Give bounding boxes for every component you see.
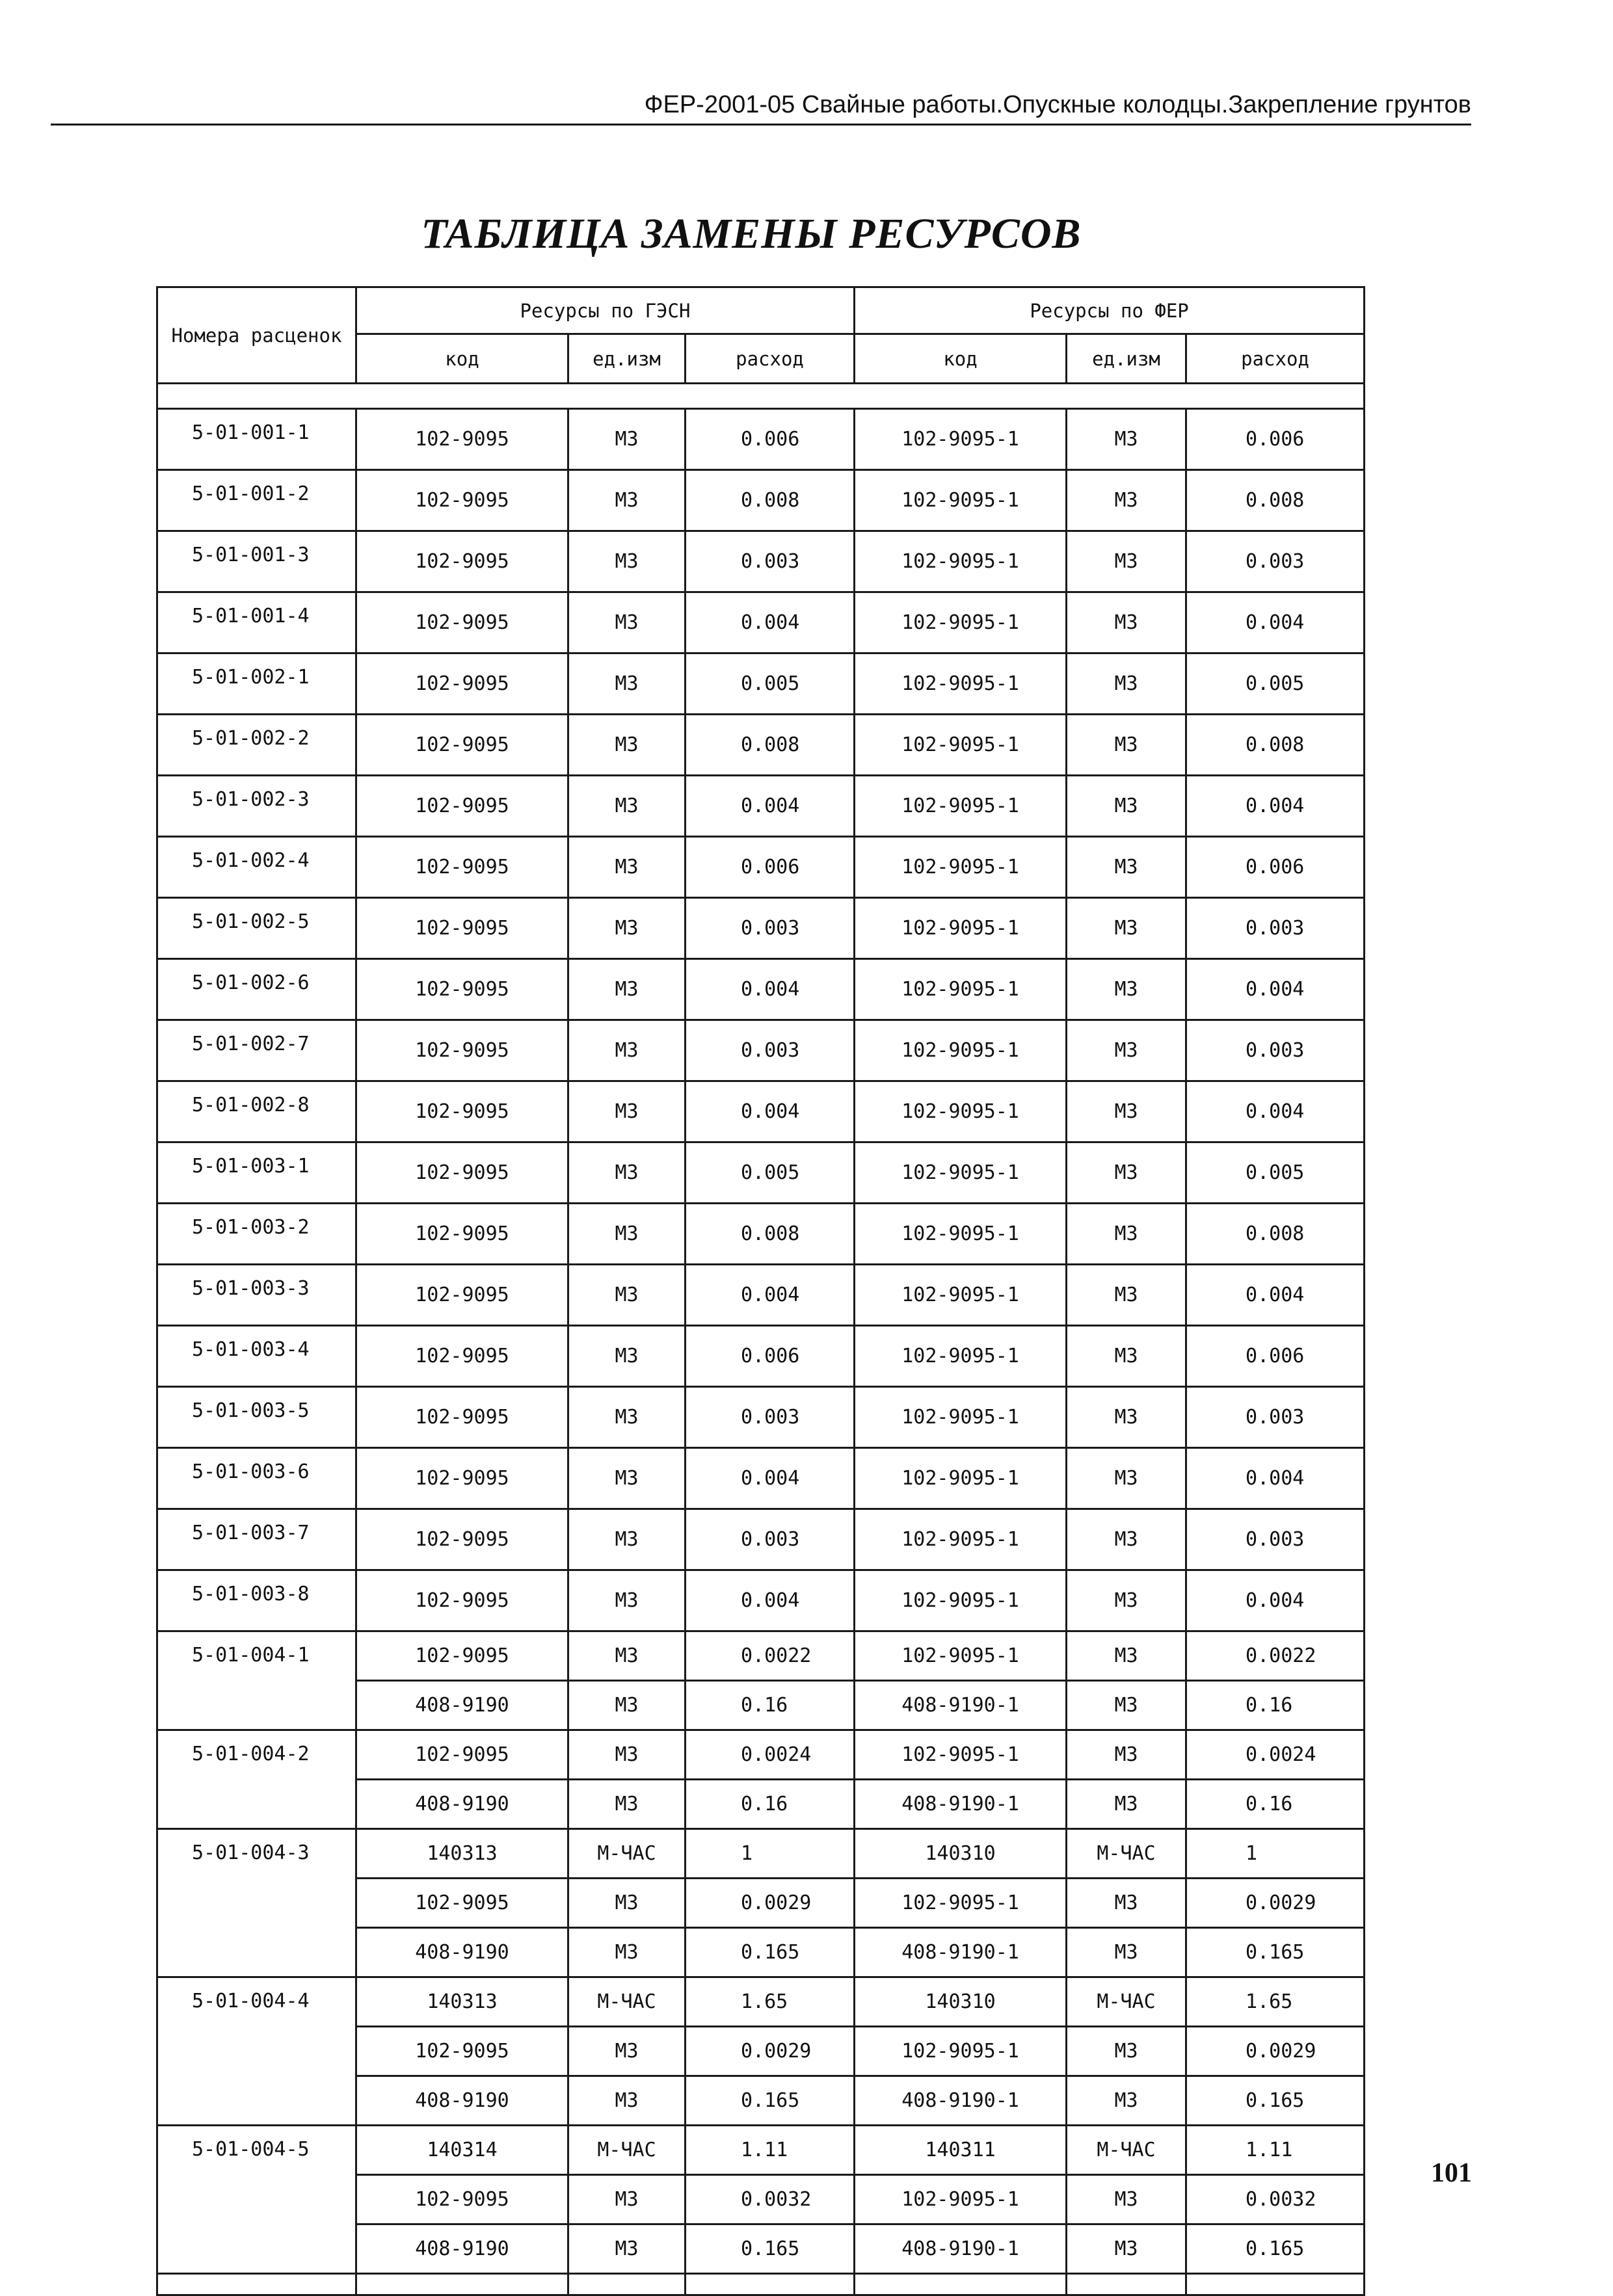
gesn-unit-cell: М3 [568,653,686,715]
gesn-code-cell: 102-9095 [356,1326,568,1387]
gesn-unit-cell: М3 [568,1928,686,1977]
header-gesn-group: Ресурсы по ГЭСН [356,287,855,334]
fer-code-cell: 102-9095-1 [855,1570,1067,1631]
gesn-code-cell: 102-9095 [356,1509,568,1570]
fer-unit-cell: М3 [1067,1326,1186,1387]
table-row [157,1509,1365,1570]
gesn-qty-cell: 0.16 [686,1681,855,1730]
gesn-unit-cell: М3 [568,470,686,531]
gesn-qty-cell: 0.165 [686,2076,855,2126]
fer-unit-cell: М3 [1067,959,1186,1020]
gesn-unit-cell: М3 [568,715,686,776]
blank-cell [356,2274,568,2295]
blank-cell [157,2274,356,2295]
gesn-qty-cell: 0.0022 [686,1631,855,1681]
fer-code-cell: 102-9095-1 [855,1020,1067,1081]
header-fer-group: Ресурсы по ФЕР [855,287,1365,334]
rate-number: 5-01-004-2 [157,1730,356,1829]
table-row [157,470,1365,531]
table-row [157,1448,1365,1509]
gesn-code-cell: 102-9095 [356,1730,568,1780]
fer-code-cell: 102-9095-1 [855,470,1067,531]
fer-code-cell: 102-9095-1 [855,776,1067,837]
fer-qty-cell: 1.11 [1186,2126,1365,2175]
fer-qty-cell: 0.006 [1186,837,1365,898]
fer-code-cell: 102-9095-1 [855,837,1067,898]
fer-unit-cell: М-ЧАС [1067,1977,1186,2027]
gesn-code-cell: 102-9095 [356,1020,568,1081]
gesn-qty-cell: 0.008 [686,1204,855,1265]
header-gesn-kod: код [356,334,568,384]
fer-code-cell: 102-9095-1 [855,1081,1067,1142]
gesn-unit-cell: М3 [568,959,686,1020]
fer-code-cell: 408-9190-1 [855,1681,1067,1730]
gesn-qty-cell: 0.006 [686,837,855,898]
fer-qty-cell: 0.004 [1186,959,1365,1020]
gesn-qty-cell: 0.004 [686,959,855,1020]
rate-number: 5-01-004-3 [157,1829,356,1977]
rate-number: 5-01-004-5 [157,2126,356,2274]
rate-number: 5-01-002-7 [157,1020,356,1081]
resource-replacement-table [156,286,1365,2296]
gesn-code-cell: 102-9095 [356,898,568,959]
rate-number: 5-01-002-6 [157,959,356,1020]
fer-unit-cell: М3 [1067,1448,1186,1509]
gesn-qty-cell: 0.006 [686,409,855,470]
fer-code-cell: 140310 [855,1829,1067,1879]
gesn-qty-cell: 0.005 [686,653,855,715]
fer-code-cell: 102-9095-1 [855,1326,1067,1387]
gesn-qty-cell: 0.003 [686,898,855,959]
rate-number: 5-01-004-1 [157,1631,356,1730]
rate-number: 5-01-001-1 [157,409,356,470]
fer-unit-cell: М3 [1067,1570,1186,1631]
rate-number: 5-01-002-5 [157,898,356,959]
fer-code-cell: 102-9095-1 [855,2175,1067,2224]
blank-cell [855,2274,1067,2295]
gesn-unit-cell: М-ЧАС [568,1977,686,2027]
gesn-code-cell: 102-9095 [356,1265,568,1326]
table-row [157,592,1365,653]
gesn-qty-cell: 1.65 [686,1977,855,2027]
fer-qty-cell: 0.008 [1186,470,1365,531]
header-rule [51,124,1471,125]
gesn-qty-cell: 0.0029 [686,1879,855,1928]
fer-code-cell: 408-9190-1 [855,1928,1067,1977]
gesn-unit-cell: М3 [568,1142,686,1204]
table-row [157,2126,1365,2175]
rate-number: 5-01-004-4 [157,1977,356,2126]
fer-qty-cell: 0.004 [1186,1570,1365,1631]
table-row [157,837,1365,898]
gesn-qty-cell: 0.004 [686,1570,855,1631]
table-bottom-row [157,2274,1365,2295]
fer-unit-cell: М3 [1067,1730,1186,1780]
fer-unit-cell: М3 [1067,1780,1186,1829]
gesn-unit-cell: М3 [568,837,686,898]
fer-code-cell: 102-9095-1 [855,409,1067,470]
fer-qty-cell: 0.004 [1186,592,1365,653]
gesn-code-cell: 140313 [356,1829,568,1879]
rate-number: 5-01-003-1 [157,1142,356,1204]
gesn-code-cell: 102-9095 [356,409,568,470]
fer-qty-cell: 0.0032 [1186,2175,1365,2224]
rate-number: 5-01-001-2 [157,470,356,531]
fer-code-cell: 408-9190-1 [855,2076,1067,2126]
fer-unit-cell: М3 [1067,1081,1186,1142]
rate-number: 5-01-003-6 [157,1448,356,1509]
gesn-code-cell: 102-9095 [356,1631,568,1681]
fer-code-cell: 102-9095-1 [855,1142,1067,1204]
gesn-code-cell: 102-9095 [356,837,568,898]
fer-unit-cell: М3 [1067,1631,1186,1681]
gesn-code-cell: 140314 [356,2126,568,2175]
rate-number: 5-01-002-1 [157,653,356,715]
fer-code-cell: 102-9095-1 [855,1387,1067,1448]
fer-code-cell: 140310 [855,1977,1067,2027]
fer-code-cell: 102-9095-1 [855,1204,1067,1265]
fer-unit-cell: М3 [1067,898,1186,959]
spacer-cell [157,384,1365,409]
gesn-qty-cell: 0.003 [686,1020,855,1081]
table-row [157,1570,1365,1631]
gesn-code-cell: 102-9095 [356,959,568,1020]
gesn-unit-cell: М3 [568,898,686,959]
fer-unit-cell: М-ЧАС [1067,2126,1186,2175]
fer-unit-cell: М3 [1067,1509,1186,1570]
table-row [157,1829,1365,1879]
table-row [157,1265,1365,1326]
fer-qty-cell: 0.004 [1186,1448,1365,1509]
fer-qty-cell: 0.003 [1186,531,1365,592]
rate-number: 5-01-003-7 [157,1509,356,1570]
fer-qty-cell: 0.006 [1186,1326,1365,1387]
fer-qty-cell: 0.003 [1186,1020,1365,1081]
gesn-unit-cell: М3 [568,1326,686,1387]
fer-qty-cell: 0.005 [1186,653,1365,715]
fer-unit-cell: М3 [1067,2224,1186,2274]
rate-number: 5-01-003-2 [157,1204,356,1265]
gesn-unit-cell: М3 [568,1081,686,1142]
header-rasc: Номера расценок [157,287,356,384]
gesn-code-cell: 408-9190 [356,1780,568,1829]
page-number: 101 [1431,2158,1472,2188]
fer-code-cell: 102-9095-1 [855,1509,1067,1570]
gesn-unit-cell: М3 [568,592,686,653]
fer-qty-cell: 0.16 [1186,1780,1365,1829]
gesn-unit-cell: М3 [568,531,686,592]
gesn-unit-cell: М3 [568,1631,686,1681]
gesn-unit-cell: М3 [568,2175,686,2224]
fer-qty-cell: 0.0022 [1186,1631,1365,1681]
gesn-code-cell: 408-9190 [356,1681,568,1730]
running-header: ФЕР-2001-05 Свайные работы.Опускные колодцы.Закрепление грунтов [644,91,1471,118]
fer-code-cell: 102-9095-1 [855,898,1067,959]
gesn-qty-cell: 1.11 [686,2126,855,2175]
rate-number: 5-01-002-2 [157,715,356,776]
gesn-code-cell: 102-9095 [356,653,568,715]
gesn-unit-cell: М3 [568,1681,686,1730]
blank-cell [1186,2274,1365,2295]
gesn-qty-cell: 0.003 [686,531,855,592]
fer-qty-cell: 0.165 [1186,2076,1365,2126]
gesn-unit-cell: М3 [568,409,686,470]
gesn-qty-cell: 0.004 [686,1448,855,1509]
gesn-qty-cell: 0.008 [686,470,855,531]
fer-unit-cell: М3 [1067,2076,1186,2126]
fer-qty-cell: 0.165 [1186,2224,1365,2274]
gesn-qty-cell: 0.003 [686,1387,855,1448]
header-gesn-unit: ед.изм [568,334,686,384]
fer-unit-cell: М3 [1067,592,1186,653]
fer-code-cell: 102-9095-1 [855,959,1067,1020]
fer-unit-cell: М3 [1067,1204,1186,1265]
fer-qty-cell: 0.003 [1186,1387,1365,1448]
fer-code-cell: 408-9190-1 [855,2224,1067,2274]
table-row [157,959,1365,1020]
table-row [157,898,1365,959]
fer-unit-cell: М3 [1067,1265,1186,1326]
gesn-unit-cell: М3 [568,1570,686,1631]
gesn-code-cell: 102-9095 [356,1879,568,1928]
table-body [157,384,1365,2295]
fer-qty-cell: 0.003 [1186,1509,1365,1570]
gesn-qty-cell: 0.003 [686,1509,855,1570]
fer-code-cell: 102-9095-1 [855,1265,1067,1326]
fer-unit-cell: М3 [1067,837,1186,898]
fer-qty-cell: 0.0029 [1186,1879,1365,1928]
fer-unit-cell: М3 [1067,2027,1186,2076]
table-row [157,1730,1365,1780]
table-row [157,1326,1365,1387]
fer-code-cell: 140311 [855,2126,1067,2175]
fer-qty-cell: 0.005 [1186,1142,1365,1204]
gesn-unit-cell: М3 [568,1780,686,1829]
fer-qty-cell: 0.008 [1186,715,1365,776]
fer-qty-cell: 0.004 [1186,1081,1365,1142]
fer-unit-cell: М3 [1067,1681,1186,1730]
gesn-code-cell: 102-9095 [356,1204,568,1265]
table-row [157,1204,1365,1265]
gesn-unit-cell: М3 [568,1448,686,1509]
table-row [157,1020,1365,1081]
fer-code-cell: 102-9095-1 [855,715,1067,776]
gesn-qty-cell: 0.16 [686,1780,855,1829]
gesn-code-cell: 102-9095 [356,1387,568,1448]
fer-code-cell: 102-9095-1 [855,1730,1067,1780]
fer-qty-cell: 1.65 [1186,1977,1365,2027]
fer-code-cell: 102-9095-1 [855,1631,1067,1681]
spacer-row [157,384,1365,409]
gesn-code-cell: 102-9095 [356,1570,568,1631]
fer-qty-cell: 0.16 [1186,1681,1365,1730]
fer-qty-cell: 0.0029 [1186,2027,1365,2076]
fer-unit-cell: М3 [1067,715,1186,776]
gesn-code-cell: 408-9190 [356,1928,568,1977]
gesn-qty-cell: 0.0032 [686,2175,855,2224]
gesn-unit-cell: М3 [568,1387,686,1448]
fer-unit-cell: М3 [1067,1387,1186,1448]
fer-unit-cell: М3 [1067,1142,1186,1204]
blank-cell [568,2274,686,2295]
gesn-qty-cell: 0.008 [686,715,855,776]
fer-unit-cell: М3 [1067,1879,1186,1928]
table-row [157,409,1365,470]
fer-code-cell: 102-9095-1 [855,592,1067,653]
table-row [157,1387,1365,1448]
fer-qty-cell: 0.008 [1186,1204,1365,1265]
gesn-unit-cell: М3 [568,1204,686,1265]
gesn-qty-cell: 0.004 [686,776,855,837]
gesn-code-cell: 408-9190 [356,2224,568,2274]
fer-unit-cell: М3 [1067,776,1186,837]
fer-qty-cell: 0.165 [1186,1928,1365,1977]
fer-unit-cell: М3 [1067,470,1186,531]
fer-code-cell: 102-9095-1 [855,653,1067,715]
gesn-code-cell: 140313 [356,1977,568,2027]
table-row [157,1977,1365,2027]
fer-unit-cell: М3 [1067,1020,1186,1081]
fer-code-cell: 408-9190-1 [855,1780,1067,1829]
table-row [157,776,1365,837]
rate-number: 5-01-003-8 [157,1570,356,1631]
fer-qty-cell: 1 [1186,1829,1365,1879]
gesn-qty-cell: 0.004 [686,1081,855,1142]
gesn-code-cell: 102-9095 [356,2027,568,2076]
header-fer-unit: ед.изм [1067,334,1186,384]
gesn-unit-cell: М3 [568,776,686,837]
gesn-unit-cell: М3 [568,2027,686,2076]
table-row [157,1142,1365,1204]
gesn-code-cell: 102-9095 [356,776,568,837]
gesn-qty-cell: 0.0024 [686,1730,855,1780]
rate-number: 5-01-003-4 [157,1326,356,1387]
rate-number: 5-01-002-4 [157,837,356,898]
gesn-code-cell: 102-9095 [356,715,568,776]
table-row [157,1631,1365,1681]
fer-unit-cell: М-ЧАС [1067,1829,1186,1879]
rate-number: 5-01-002-8 [157,1081,356,1142]
header-fer-kod: код [855,334,1067,384]
fer-code-cell: 102-9095-1 [855,1879,1067,1928]
fer-qty-cell: 0.003 [1186,898,1365,959]
gesn-code-cell: 102-9095 [356,531,568,592]
gesn-qty-cell: 0.0029 [686,2027,855,2076]
fer-code-cell: 102-9095-1 [855,531,1067,592]
table-row [157,715,1365,776]
gesn-code-cell: 102-9095 [356,2175,568,2224]
fer-code-cell: 102-9095-1 [855,1448,1067,1509]
gesn-unit-cell: М3 [568,1730,686,1780]
fer-unit-cell: М3 [1067,2175,1186,2224]
gesn-qty-cell: 0.005 [686,1142,855,1204]
gesn-qty-cell: 1 [686,1829,855,1879]
gesn-unit-cell: М3 [568,1265,686,1326]
gesn-code-cell: 102-9095 [356,1448,568,1509]
rate-number: 5-01-001-3 [157,531,356,592]
fer-unit-cell: М3 [1067,1928,1186,1977]
gesn-unit-cell: М3 [568,1879,686,1928]
gesn-qty-cell: 0.165 [686,2224,855,2274]
page-title: ТАБЛИЦА ЗАМЕНЫ РЕСУРСОВ [421,210,1082,257]
table-row [157,653,1365,715]
gesn-unit-cell: М3 [568,1509,686,1570]
blank-cell [1067,2274,1186,2295]
rate-number: 5-01-003-3 [157,1265,356,1326]
gesn-qty-cell: 0.165 [686,1928,855,1977]
rate-number: 5-01-002-3 [157,776,356,837]
gesn-unit-cell: М3 [568,1020,686,1081]
gesn-code-cell: 102-9095 [356,592,568,653]
gesn-qty-cell: 0.006 [686,1326,855,1387]
gesn-code-cell: 102-9095 [356,1081,568,1142]
fer-code-cell: 102-9095-1 [855,2027,1067,2076]
rate-number: 5-01-001-4 [157,592,356,653]
blank-cell [686,2274,855,2295]
header-fer-qty: расход [1186,334,1365,384]
gesn-unit-cell: М3 [568,2076,686,2126]
fer-qty-cell: 0.006 [1186,409,1365,470]
table-row [157,1081,1365,1142]
fer-unit-cell: М3 [1067,653,1186,715]
fer-unit-cell: М3 [1067,409,1186,470]
fer-qty-cell: 0.004 [1186,1265,1365,1326]
table-row [157,531,1365,592]
header-gesn-qty: расход [686,334,855,384]
fer-qty-cell: 0.0024 [1186,1730,1365,1780]
gesn-code-cell: 102-9095 [356,1142,568,1204]
gesn-code-cell: 408-9190 [356,2076,568,2126]
gesn-unit-cell: М-ЧАС [568,1829,686,1879]
gesn-code-cell: 102-9095 [356,470,568,531]
gesn-qty-cell: 0.004 [686,592,855,653]
fer-qty-cell: 0.004 [1186,776,1365,837]
gesn-qty-cell: 0.004 [686,1265,855,1326]
fer-unit-cell: М3 [1067,531,1186,592]
rate-number: 5-01-003-5 [157,1387,356,1448]
gesn-unit-cell: М-ЧАС [568,2126,686,2175]
gesn-unit-cell: М3 [568,2224,686,2274]
